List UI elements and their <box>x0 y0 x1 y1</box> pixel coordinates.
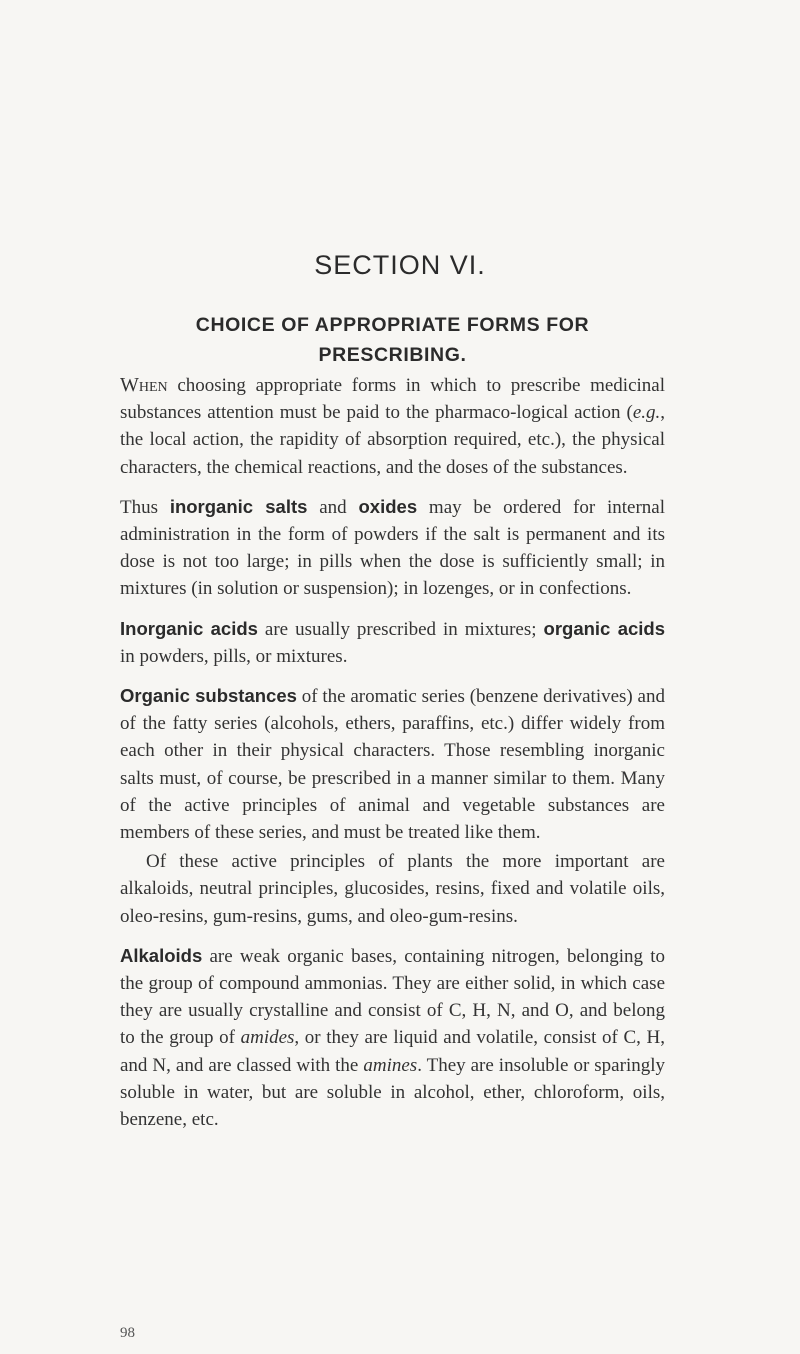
paragraph-intro <box>120 372 665 481</box>
italic-abbrev: e.g. <box>632 402 661 424</box>
keyword-oxides: oxides <box>358 495 418 517</box>
keyword-organic-substances: Organic substances <box>120 685 297 707</box>
keyword-inorganic-acids: Inorganic acids <box>120 617 258 639</box>
text-run: and <box>307 496 359 518</box>
text-run: are usually prescribed in mixtures; <box>257 618 544 640</box>
text-run: may be ordered for internal administration in the form of powders if the salt is permanent and its dose is not too large; in pills when the dose is sufficiently small; in mixtures (in solution or suspension); in lozenges, or in confections. <box>120 496 665 600</box>
body-text <box>120 372 665 1145</box>
keyword-organic-acids: organic acids <box>543 617 665 639</box>
italic-term-amines: amines <box>363 1054 418 1076</box>
text-run: of the aromatic series (benzene derivatives) and of the fatty series (alcohols, ethers, paraffins, etc.) differ widely from each other in their physical characters. Those resembling inorganic salts must, of course, be prescribed in a manner similar to them. Many of the active principles of animal and vegetable substances are members of these series, and must be treated like them. <box>120 686 665 844</box>
text-run: Thus <box>120 496 170 518</box>
italic-term-amides: amides <box>240 1027 295 1049</box>
paragraph-inorganic-salts <box>120 493 665 603</box>
chapter-title: CHOICE OF APPROPRIATE FORMS FOR PRESCRIBING. <box>195 314 590 366</box>
drop-word: When <box>120 374 168 396</box>
text-run: Of these active principles of plants the more important are alkaloids, neutral principles, glucosides, resins, fixed and volatile oils, oleo-resins, gum-resins, gums, and oleo-gum-resins. <box>120 851 665 927</box>
keyword-inorganic-salts: inorganic salts <box>169 495 308 517</box>
paragraph-alkaloids <box>120 942 665 1133</box>
paragraph-organic-substances <box>120 682 665 846</box>
text-run: choosing appropriate forms in which to prescribe medicinal substances attention must be paid to the pharmaco-logical action ( <box>120 375 665 424</box>
section-heading: SECTION VI. <box>314 250 486 280</box>
text-run: in powders, pills, or mixtures. <box>120 645 348 667</box>
text-run: . They are insoluble or sparingly soluble in water, but are soluble in alcohol, ether, chloroform, oils, benzene, etc. <box>120 1054 666 1131</box>
text-run: are weak organic bases, containing nitrogen, belonging to the group of compound ammonias. They are either solid, in which case they are usually crystalline and consist of C, H, N, and O, and belong to the group of <box>120 945 665 1049</box>
page-number: 98 <box>120 1325 135 1341</box>
text-run: , or they are liquid and volatile, consist of C, H, and N, and are classed with the <box>120 1027 665 1076</box>
text-run: , the local action, the rapidity of absorption required, etc.), the physical characters, the chemical reactions, and the doses of the substances. <box>120 402 665 478</box>
paragraph-active-principles <box>120 848 665 930</box>
keyword-alkaloids: Alkaloids <box>120 944 203 966</box>
paragraph-acids <box>120 615 665 670</box>
